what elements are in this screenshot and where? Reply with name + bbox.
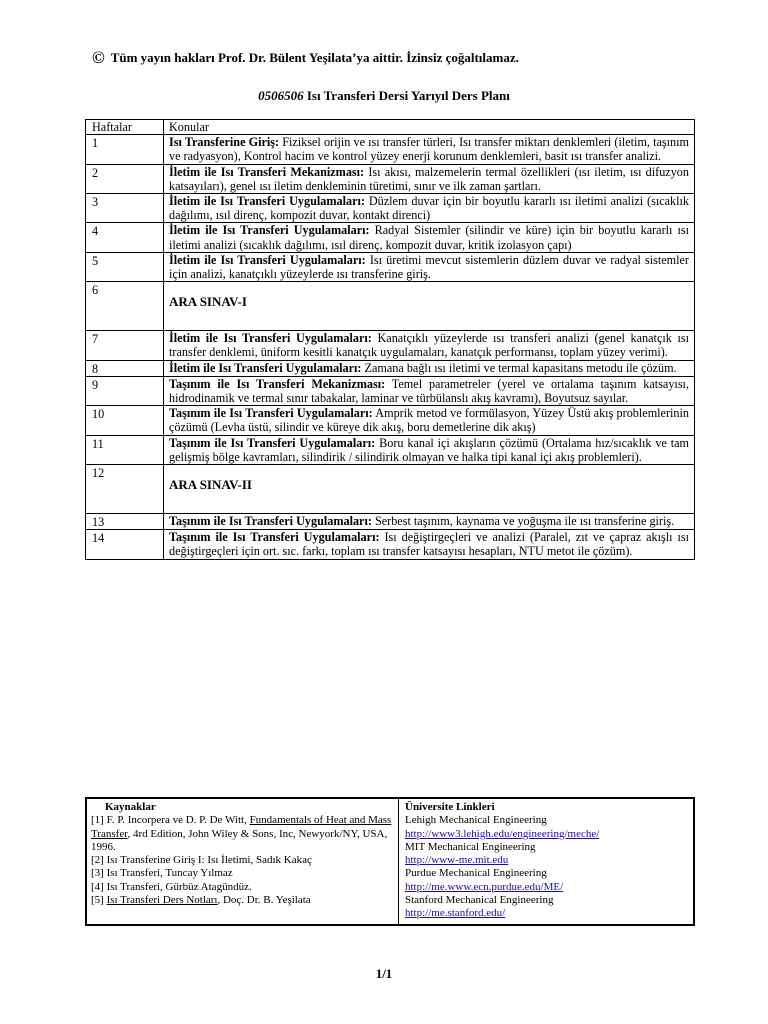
topic-title: Isı Transferine Giriş: [169, 135, 280, 150]
topic-title: Taşınım ile Isı Transferi Uygulamaları: [169, 406, 373, 421]
references-header: Kaynaklar [105, 801, 156, 813]
topic-cell [164, 331, 695, 360]
university-link[interactable]: http://me.www.ecn.purdue.edu/ME/ [405, 880, 564, 893]
exam-row [86, 282, 695, 331]
week-number: 5 [86, 252, 164, 281]
topic-cell [164, 135, 695, 164]
copyright-text: Tüm yayın hakları Prof. Dr. Bülent Yeşilata’ya aittir. İzinsiz çoğaltılamaz. [110, 50, 519, 65]
week-number: 8 [86, 360, 164, 376]
copyright-notice [92, 48, 692, 68]
table-row [86, 252, 695, 281]
table-row [86, 435, 695, 464]
references-column [87, 799, 399, 924]
reference-publisher: , 4rd Edition, John Wiley & Sons, Inc, Newyork/NY, USA, 1996. [91, 827, 388, 853]
table-row [86, 164, 695, 193]
reference-item [91, 894, 394, 907]
topic-title: Taşınım ile Isı Transferi Uygulamaları: [169, 530, 380, 545]
university-links-header: Üniversite Linkleri [405, 801, 495, 813]
topic-title: İletim ile Isı Transferi Uygulamaları: [169, 194, 365, 209]
university-name: Lehigh Mechanical Engineering [405, 814, 547, 827]
university-name: Stanford Mechanical Engineering [405, 894, 554, 907]
reference-author: , Doç. Dr. B. Yeşilata [217, 894, 311, 907]
topic-title: Taşınım ile Isı Transferi Mekanizması: [169, 376, 386, 391]
topic-cell [164, 406, 695, 435]
exam-label: ARA SINAV-I [169, 294, 247, 310]
topic-title: İletim ile Isı Transferi Uygulamaları: [169, 252, 366, 267]
topic-description: Kanatçıklı yüzeylerde ısı transferi analizi (genel kanatçık ısı transfer denklemi, üniform kesitli kanatçık uygulamaları, kanatçık performansı, toplam yüzey verimi). [169, 331, 689, 360]
column-header-weeks: Haftalar [86, 120, 164, 135]
reference-item: [3] Isı Transferi, Tuncay Yılmaz [91, 867, 233, 880]
university-name: MIT Mechanical Engineering [405, 840, 536, 853]
table-row [86, 514, 695, 530]
topic-title: İletim ile Isı Transferi Uygulamaları: [169, 360, 362, 375]
topic-cell [164, 282, 695, 331]
week-number: 6 [86, 282, 164, 331]
column-header-topics: Konular [164, 120, 695, 135]
page-title [0, 88, 768, 104]
topic-description: Fiziksel orijin ve ısı transfer türleri, Isı transfer miktarı denklemleri (iletim, taşınım ve radyasyon), Kontrol hacim ve kontrol yüzey enerji korunum denklemleri, basit ısı transfer analizi. [169, 135, 689, 164]
topic-cell [164, 514, 695, 530]
table-row [86, 331, 695, 360]
topic-description: Radyal Sistemler (silindir ve küre) için bir boyutlu kararlı ısı iletimi analizi (sıcaklık dağılımı, ısıl direnç, kompozit duvar, kritik izolasyon çapı) [169, 223, 689, 252]
reference-number: [5] [91, 894, 107, 907]
topic-description: Temel parametreler (yerel ve ortalama taşınım katsayısı, hidrodinamik ve termal sınır tabakalar, laminar ve türbülanslı akış kavramı), Boyutsuz sayılar. [169, 376, 689, 406]
course-title: Isı Transferi Dersi Yarıyıl Ders Planı [303, 88, 510, 103]
table-row [86, 376, 695, 405]
topic-title: İletim ile Isı Transferi Uygulamaları: [169, 223, 370, 238]
syllabus-table-body [86, 135, 695, 559]
topic-cell [164, 530, 695, 559]
week-number: 13 [86, 514, 164, 530]
topic-cell [164, 164, 695, 193]
topic-description: Amprik metod ve formülasyon, Yüzey Üstü akış problemlerinin çözümü (Levha üstü, silindir ve küreye dik akış, boru demetlerine dik akış) [169, 406, 689, 435]
reference-authors: [1] F. P. Incorpera ve D. P. De Witt, [91, 814, 250, 827]
week-number: 4 [86, 223, 164, 252]
topic-description: Serbest taşınım, kaynama ve yoğuşma ile ısı transferine giriş. [371, 514, 675, 529]
week-number: 10 [86, 406, 164, 435]
table-row [86, 530, 695, 559]
topic-cell [164, 252, 695, 281]
reference-notes-title: Isı Transferi Ders Notları [106, 894, 218, 907]
week-number: 11 [86, 435, 164, 464]
topic-cell [164, 194, 695, 223]
table-header-row [86, 120, 695, 135]
week-number: 3 [86, 194, 164, 223]
topic-description: Isı değiştirgeçleri ve analizi (Paralel, zıt ve çapraz akışlı ısı değiştirgeçleri için ort. sıc. farkı, toplam ısı transfer katsayısı hesapları, NTU metot ile çözüm). [169, 530, 689, 559]
reference-item [91, 814, 394, 854]
topic-description: Zamana bağlı ısı iletimi ve termal kapasitans metodu ile çözüm. [361, 360, 677, 375]
table-row [86, 194, 695, 223]
exam-row [86, 465, 695, 514]
university-name: Purdue Mechanical Engineering [405, 867, 547, 880]
university-link[interactable]: http://me.stanford.edu/ [405, 907, 506, 920]
topic-title: Taşınım ile Isı Transferi Uygulamaları: [169, 435, 376, 450]
references-box [85, 797, 695, 926]
topic-cell [164, 223, 695, 252]
week-number: 14 [86, 530, 164, 559]
week-number: 2 [86, 164, 164, 193]
syllabus-table [85, 119, 695, 560]
topic-description: Isı üretimi mevcut sistemlerin düzlem duvar ve radyal sistemler için analizi, kanatçıklı yüzeylerde ısı transferine giriş. [169, 252, 689, 282]
table-row [86, 406, 695, 435]
reference-book-title: Fundamentals of Heat and Mass Transfer [91, 814, 392, 840]
university-links-column [399, 799, 693, 924]
week-number: 12 [86, 465, 164, 514]
week-number: 7 [86, 331, 164, 360]
topic-title: Taşınım ile Isı Transferi Uygulamaları: [169, 514, 372, 529]
reference-item: [2] Isı Transferine Giriş I: Isı İletimi, Sadık Kakaç [91, 854, 312, 867]
university-link[interactable]: http://www3.lehigh.edu/engineering/meche/ [405, 827, 600, 840]
topic-description: Boru kanal içi akışların çözümü (Ortalama hız/sıcaklık ve tam gelişmiş bölge kavramları, silindirik / silindirik olmayan ve halka tipi kanal içi akış problemleri). [169, 435, 689, 464]
page-number: 1/1 [375, 966, 393, 981]
course-code: 0506506 [258, 88, 304, 103]
exam-label: ARA SINAV-II [169, 477, 252, 493]
topic-cell [164, 360, 695, 376]
reference-item: [4] Isı Transferi, Gürbüz Atagündüz. [91, 880, 252, 893]
topic-cell [164, 376, 695, 405]
topic-cell [164, 465, 695, 514]
table-row [86, 135, 695, 164]
topic-cell [164, 435, 695, 464]
university-link[interactable]: http://www-me.mit.edu [405, 854, 509, 867]
topic-description: Düzlem duvar için bir boyutlu kararlı ısı iletimi analizi (sıcaklık dağılımı, ısıl direnç, kompozit duvar, kontakt direnci) [169, 194, 690, 223]
week-number: 1 [86, 135, 164, 164]
topic-description: Isı akısı, malzemelerin termal özellikleri (ısı iletim, ısı difuzyon katsayıları), genel ısı iletim denkleminin türetimi, sınır ve ilk zaman şartları. [169, 164, 689, 193]
topic-title: İletim ile Isı Transferi Uygulamaları: [169, 331, 372, 346]
table-row [86, 223, 695, 252]
copyright-symbol: © [92, 48, 105, 67]
topic-title: İletim ile Isı Transferi Mekanizması: [169, 164, 365, 179]
week-number: 9 [86, 376, 164, 405]
table-row [86, 360, 695, 376]
